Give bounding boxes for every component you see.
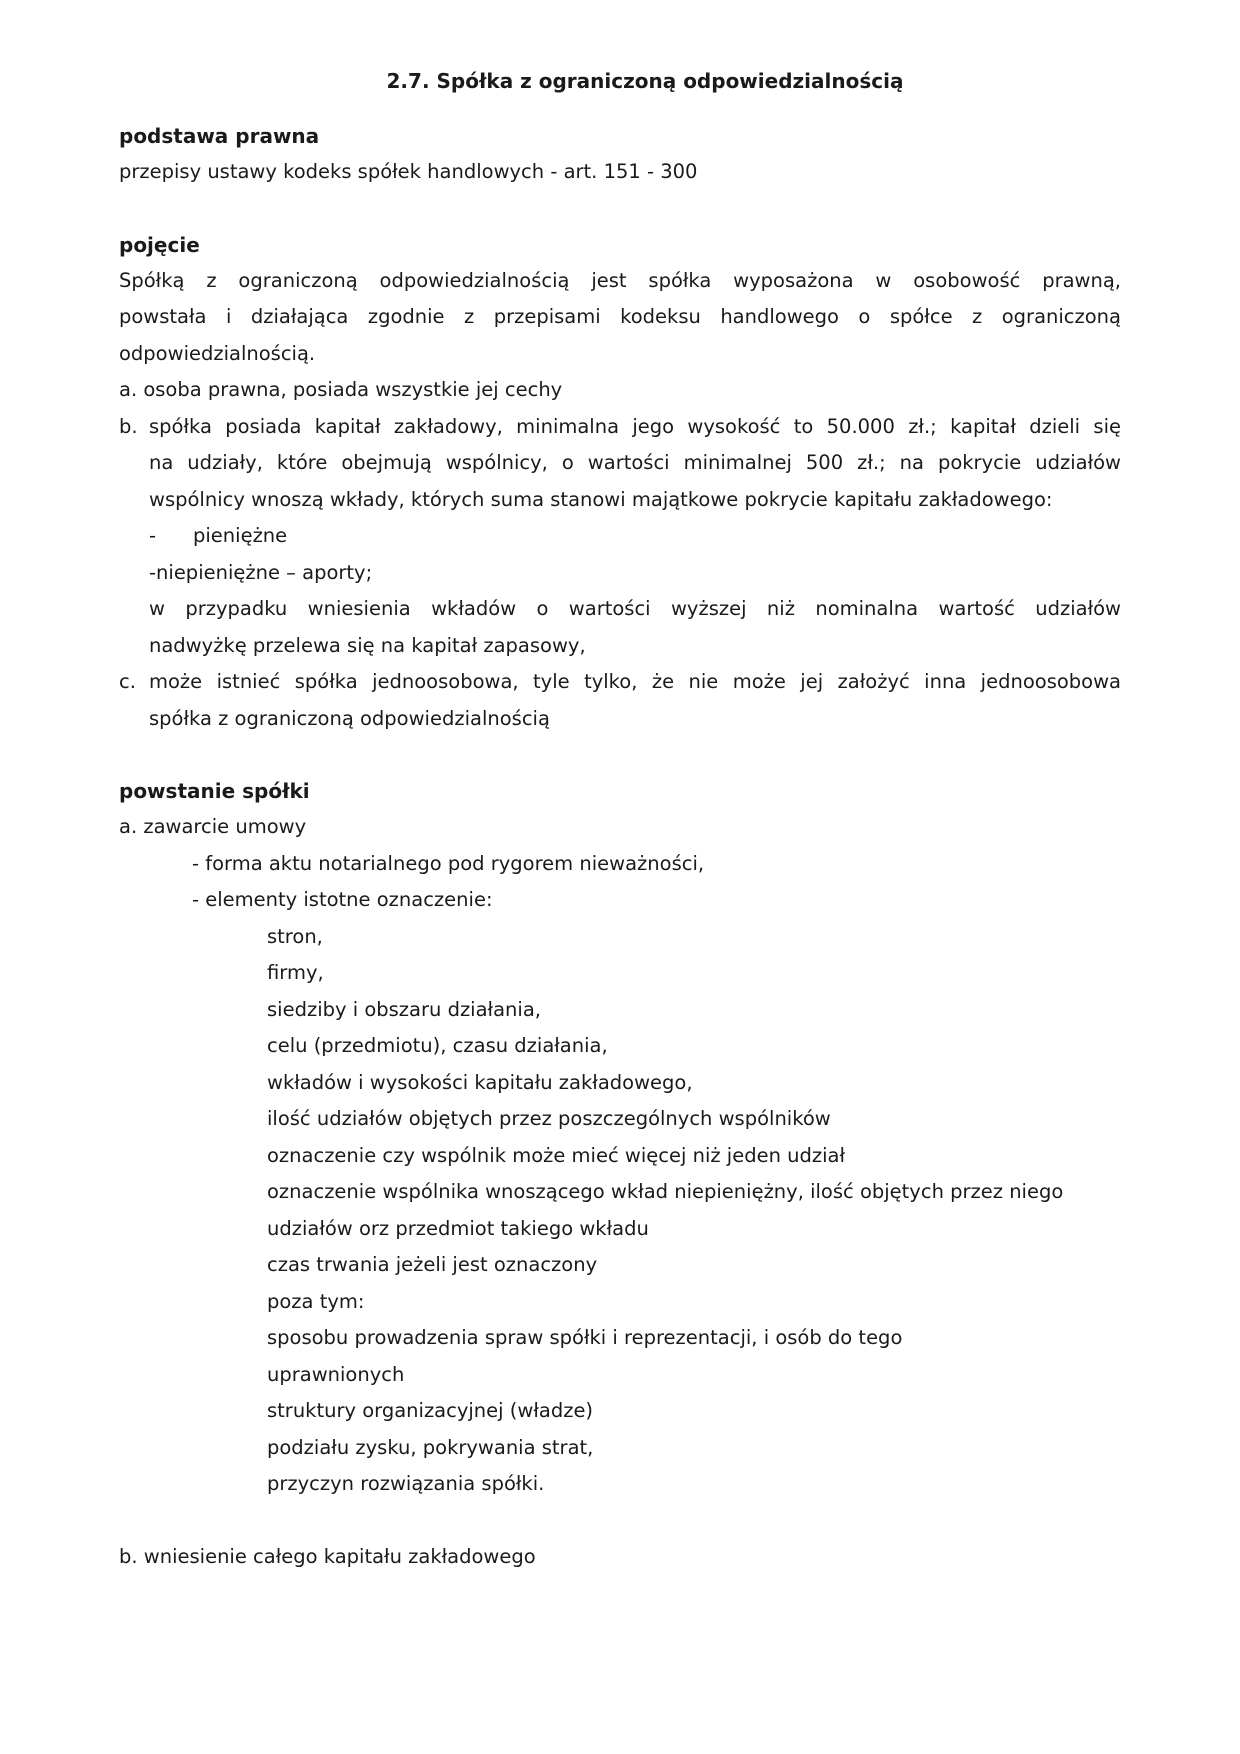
list-item-b-line-7: nadwyżkę przelewa się na kapitał zapasowy,	[149, 633, 586, 657]
legal-basis-text: przepisy ustawy kodeks spółek handlowych - art. 151 - 300	[119, 160, 698, 183]
spacer	[119, 1503, 1121, 1539]
list-item-b-line-3: wspólnicy wnoszą wkłady, których suma stanowi majątkowe pokrycie kapitału zakładowego:	[149, 487, 1053, 511]
formation-item-b: b. wniesienie całego kapitału zakładowego	[119, 1544, 536, 1568]
essential-element-item: przyczyn rozwiązania spółki.	[267, 1472, 545, 1495]
section-heading-legal-basis: podstawa prawna	[119, 124, 320, 148]
formation-subitem-2: - elementy istotne oznaczenie:	[192, 888, 493, 911]
definition-line-3: odpowiedzialnością.	[119, 341, 316, 365]
dash-bullet: -	[149, 524, 157, 547]
essential-element-item: podziału zysku, pokrywania strat,	[267, 1435, 594, 1459]
section-heading-formation: powstanie spółki	[119, 779, 310, 803]
list-item-c-line-1: może istnieć spółka jednoosobowa, tyle tylko, że nie może jej założyć inna jednoosobowa	[149, 670, 1121, 693]
section-heading-concept: pojęcie	[119, 232, 200, 257]
document-title: 2.7. Spółka z ograniczoną odpowiedzialnością	[386, 69, 904, 93]
list-item-b	[119, 409, 1121, 665]
list-item-b-line-4	[149, 518, 1121, 555]
essential-element-item: siedziby i obszaru działania,	[267, 997, 541, 1021]
document-page	[119, 58, 1121, 1575]
list-item-b-line-5: -niepieniężne – aporty;	[149, 560, 373, 584]
essential-element-item: czas trwania jeżeli jest oznaczony	[267, 1253, 598, 1276]
cash-contribution-text: pieniężne	[193, 524, 288, 547]
definition-line-2: powstała i działająca zgodnie z przepisami kodeksu handlowego o spółce z ograniczoną	[119, 305, 1121, 328]
list-item-c	[119, 664, 1121, 737]
essential-element-item: sposobu prowadzenia spraw spółki i reprezentacji, i osób do tego	[267, 1326, 903, 1349]
list-item-a: a. osoba prawna, posiada wszystkie jej cechy	[119, 378, 563, 401]
list-label-c: c.	[119, 670, 136, 693]
essential-element-item: oznaczenie wspólnika wnoszącego wkład niepieniężny, ilość objętych przez niego	[267, 1180, 1064, 1203]
formation-item-a: a. zawarcie umowy	[119, 815, 307, 838]
essential-element-item: udziałów orz przedmiot takiego wkładu	[267, 1216, 649, 1240]
list-item-b-line-1: spółka posiada kapitał zakładowy, minimalna jego wysokość to 50.000 zł.; kapitał dzieli się	[149, 414, 1121, 438]
essential-element-item: uprawnionych	[267, 1362, 405, 1386]
spacer	[119, 737, 1121, 773]
essential-element-item: poza tym:	[267, 1289, 365, 1313]
essential-element-item: celu (przedmiotu), czasu działania,	[267, 1034, 608, 1057]
spacer	[119, 104, 1121, 118]
definition-line-1: Spółką z ograniczoną odpowiedzialnością jest spółka wyposażona w osobowość prawną,	[119, 268, 1121, 292]
list-item-b-line-2: na udziały, które obejmują wspólnicy, o wartości minimalnej 500 zł.; na pokrycie udziałów	[149, 451, 1121, 474]
essential-element-item: ilość udziałów objętych przez poszczególnych wspólników	[267, 1107, 831, 1130]
list-item-b-line-6: w przypadku wniesienia wkładów o wartości wyższej niż nominalna wartość udziałów	[149, 597, 1121, 620]
formation-subitem-1: - forma aktu notarialnego pod rygorem nieważności,	[192, 851, 705, 875]
essential-element-item: stron,	[267, 924, 323, 948]
essential-element-item: firmy,	[267, 961, 324, 984]
essential-element-item: wkładów i wysokości kapitału zakładowego,	[267, 1070, 693, 1094]
essential-element-item: struktury organizacyjnej (władze)	[267, 1399, 594, 1422]
spacer	[119, 191, 1121, 227]
list-label-b: b.	[119, 414, 138, 438]
list-item-c-line-2: spółka z ograniczoną odpowiedzialnością	[149, 706, 550, 730]
essential-element-item: oznaczenie czy wspólnik może mieć więcej niż jeden udział	[267, 1143, 846, 1167]
